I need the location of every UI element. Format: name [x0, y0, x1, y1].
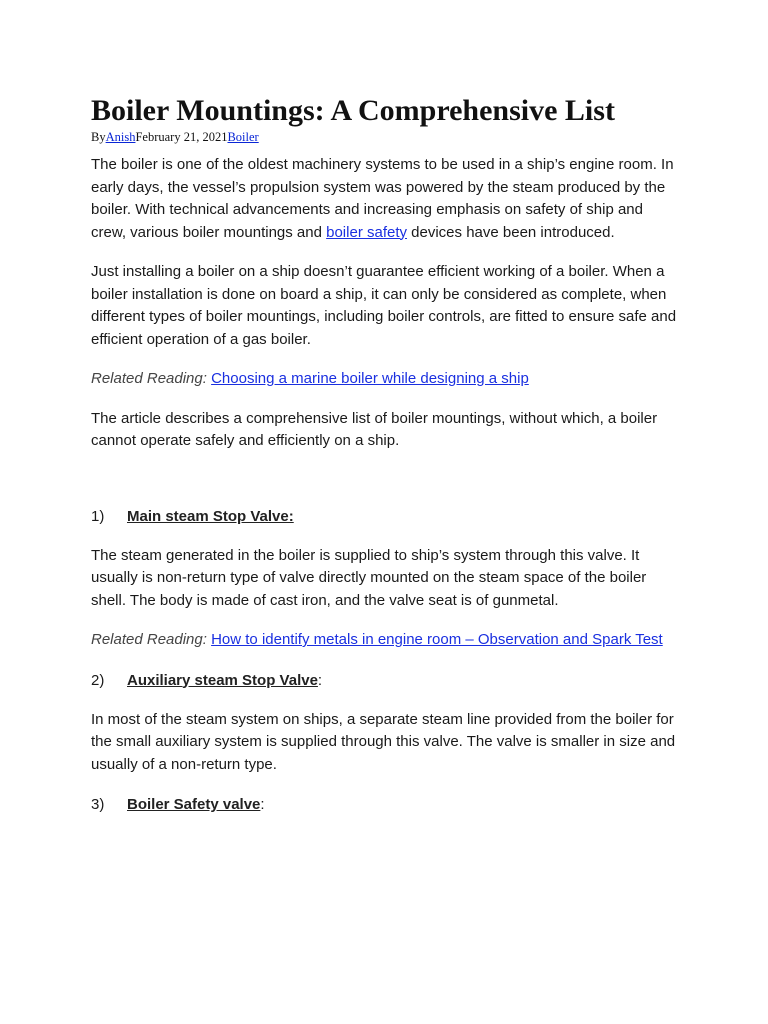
section-number: 2): [91, 671, 105, 689]
related-reading-1: [91, 368, 681, 391]
intro-paragraph-2: Just installing a boiler on a ship doesn’t guarantee efficient working of a boiler. When a boiler installation is done on board a ship, it can only be considered as complete, when different types of boiler mountings, including boiler controls, are fitted to ensure safe and efficient operation of a gas boiler.: [91, 263, 677, 348]
section-1-body: The steam generated in the boiler is supplied to ship’s system through this valve. It usually is non-return type of valve directly mounted on the steam space of the boiler shell. The body is made of cast iron, and the valve seat is of gunmetal.: [91, 546, 647, 609]
related-reading-label: Related Reading:: [91, 631, 212, 648]
related-reading-label: Related Reading:: [91, 370, 212, 387]
article-title: Boiler Mountings: A Comprehensive List: [91, 94, 615, 127]
section-heading-1: [91, 506, 681, 528]
intro-paragraph-1: The boiler is one of the oldest machinery systems to be used in a ship’s engine room. In early days, the vessel’s propulsion system was powered by the steam produced by the boiler. With technical advancements and increasing emphasis on safety of ship and crew, various boiler mountings and boiler safety devices have been introduced.: [91, 156, 674, 241]
section-title: Boiler Safety valve: [127, 796, 261, 813]
section-title: Main steam Stop Valve:: [127, 507, 294, 525]
related-reading-2: [91, 629, 681, 652]
section-heading-3: 3) Boiler Safety valve :: [91, 794, 681, 816]
byline: [91, 129, 681, 145]
section-heading-2: 2) Auxiliary steam Stop Valve :: [91, 670, 681, 692]
related-link-identify-metals[interactable]: How to identify metals in engine room – Observation and Spark Test: [211, 631, 663, 648]
byline-by: By: [91, 130, 106, 144]
related-link-marine-boiler[interactable]: Choosing a marine boiler while designing a ship: [211, 370, 529, 387]
section-number: 1): [91, 507, 105, 525]
section-number: 3): [91, 796, 105, 813]
section-title: Auxiliary steam Stop Valve: [127, 671, 318, 689]
publish-date: February 21, 2021: [135, 130, 228, 144]
article: [91, 92, 681, 816]
boiler-safety-link[interactable]: boiler safety: [326, 223, 407, 241]
section-2-body: In most of the steam system on ships, a separate steam line provided from the boiler for the small auxiliary system is supplied through this valve. The valve is smaller in size and usually of a non-return type.: [91, 710, 676, 773]
category-link[interactable]: Boiler: [227, 130, 259, 144]
intro-paragraph-3: The article describes a comprehensive list of boiler mountings, without which, a boiler cannot operate safely and efficiently on a ship.: [91, 409, 658, 449]
author-link[interactable]: Anish: [105, 130, 136, 144]
